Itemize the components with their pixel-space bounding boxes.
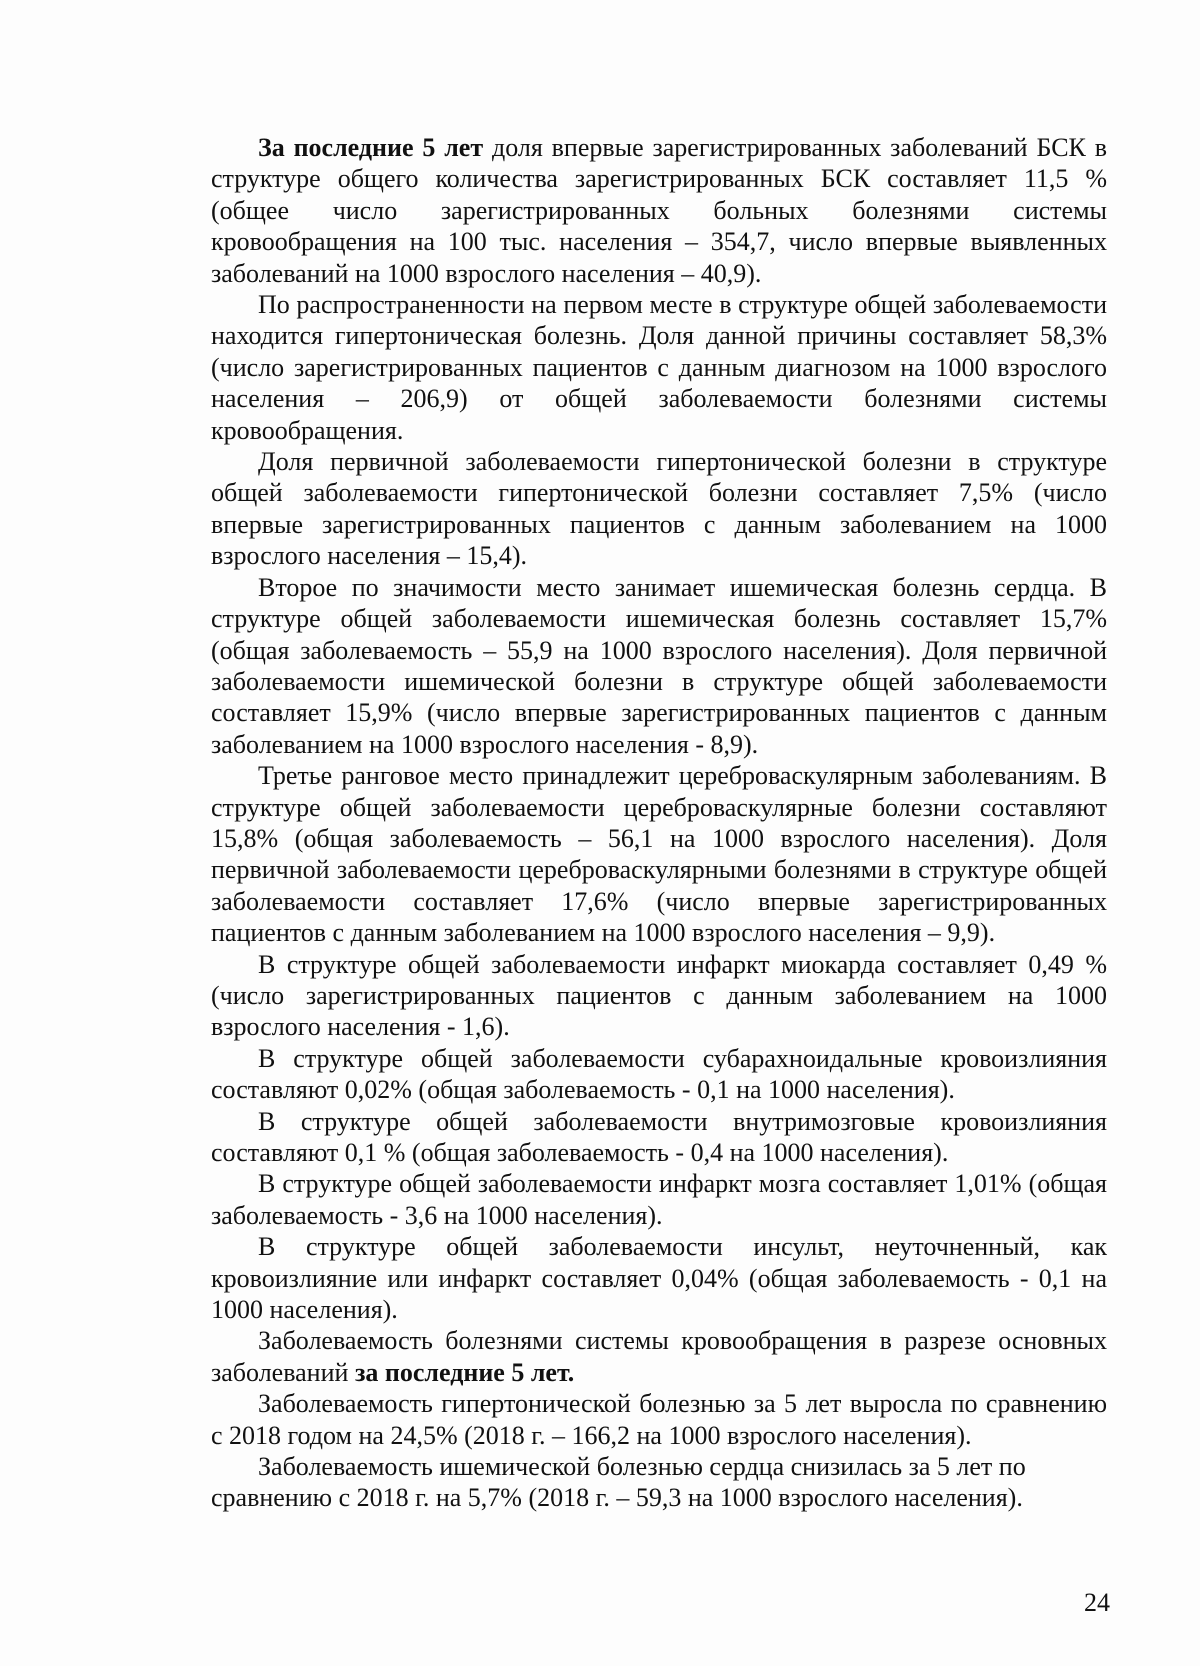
paragraph-7 [211,1043,1107,1106]
paragraph-text: В структуре общей заболеваемости инфаркт мозга составляет 1,01% (общая заболеваемость - 3,6 на 1000 населения). [211,1169,1107,1230]
paragraph-text: В структуре общей заболеваемости внутримозговые кровоизлияния составляют 0,1 % (общая заболеваемость - 0,4 на 1000 населения). [211,1106,1107,1167]
paragraph-text: В структуре общей заболеваемости субарахноидальные кровоизлияния составляют 0,02% (общая заболеваемость - 0,1 на 1000 населения). [211,1043,1107,1105]
paragraph-11 [211,1325,1107,1388]
paragraph-text: Третье ранговое место принадлежит цереброваскулярным заболеваниям. В структуре общей заболеваемости цереброваскулярные болезни составляют 15,8% (общая заболеваемость – 56,1 на 1000 взрослого населения). Доля первичной заболеваемости цереброваскулярными болезнями в структуре общей заболеваемости составляет 17,6% (число впервые зарегистрированных пациентов с данным заболеванием на 1000 взрослого населения – 9,9). [211,761,1107,948]
document-body [211,132,1107,1514]
paragraph-text: Доля первичной заболеваемости гипертонической болезни в структуре общей заболеваемости гипертонической болезни составляет 7,5% (число впервые зарегистрированных пациентов с данным заболеванием на 1000 взрослого населения – 15,4). [211,447,1107,571]
paragraph-8 [211,1106,1107,1169]
paragraph-1 [211,132,1107,289]
paragraph-10 [211,1231,1107,1325]
page-number: 24 [1084,1588,1110,1617]
paragraph-text: доля впервые зарегистрированных заболеваний БСК в структуре общего количества зарегистрированных БСК составляет 11,5 % (общее число зарегистрированных больных болезнями системы кровообращения на 100 тыс. населения – 354,7, число впервые выявленных заболеваний на 1000 взрослого населения – 40,9). [211,133,1107,288]
paragraph-text: Заболеваемость болезнями системы кровообращения в разрезе основных заболеваний [211,1326,1107,1387]
paragraph-6 [211,949,1107,1043]
paragraph-4 [211,572,1107,760]
bold-lead: За последние 5 лет [258,133,484,162]
bold-tail-punct: . [567,1357,575,1387]
bold-tail: за последние 5 лет [354,1357,568,1387]
paragraph-text: Заболеваемость гипертонической болезнью за 5 лет выросла по сравнению с 2018 годом на 24,5% (2018 г. – 166,2 на 1000 взрослого населения). [211,1389,1107,1450]
paragraph-9 [211,1168,1107,1231]
paragraph-text: В структуре общей заболеваемости инсульт, неуточненный, как кровоизлияние или инфаркт составляет 0,04% (общая заболеваемость - 0,1 на 1000 населения). [211,1232,1107,1325]
paragraph-text: В структуре общей заболеваемости инфаркт миокарда составляет 0,49 % (число зарегистрированных пациентов с данным заболеванием на 1000 взрослого населения - 1,6). [211,949,1107,1042]
paragraph-3 [211,446,1107,572]
paragraph-13 [211,1451,1107,1514]
paragraph-text: Второе по значимости место занимает ишемическая болезнь сердца. В структуре общей заболеваемости ишемическая болезнь составляет 15,7% (общая заболеваемость – 55,9 на 1000 взрослого населения). Доля первичной заболеваемости ишемической болезни в структуре общей заболеваемости составляет 15,9% (число впервые зарегистрированных пациентов с данным заболеванием на 1000 взрослого населения - 8,9). [211,572,1107,759]
paragraph-text: Заболеваемость ишемической болезнью сердца снизилась за 5 лет по сравнению с 2018 г. на 5,7% (2018 г. – 59,3 на 1000 взрослого населения). [211,1452,1026,1513]
paragraph-2 [211,289,1107,446]
paragraph-text: По распространенности на первом месте в структуре общей заболеваемости находится гипертоническая болезнь. Доля данной причины составляет 58,3% (число зарегистрированных пациентов с данным диагнозом на 1000 взрослого населения – 206,9) от общей заболеваемости болезнями системы кровообращения. [211,290,1107,445]
paragraph-12 [211,1388,1107,1451]
paragraph-5 [211,760,1107,948]
